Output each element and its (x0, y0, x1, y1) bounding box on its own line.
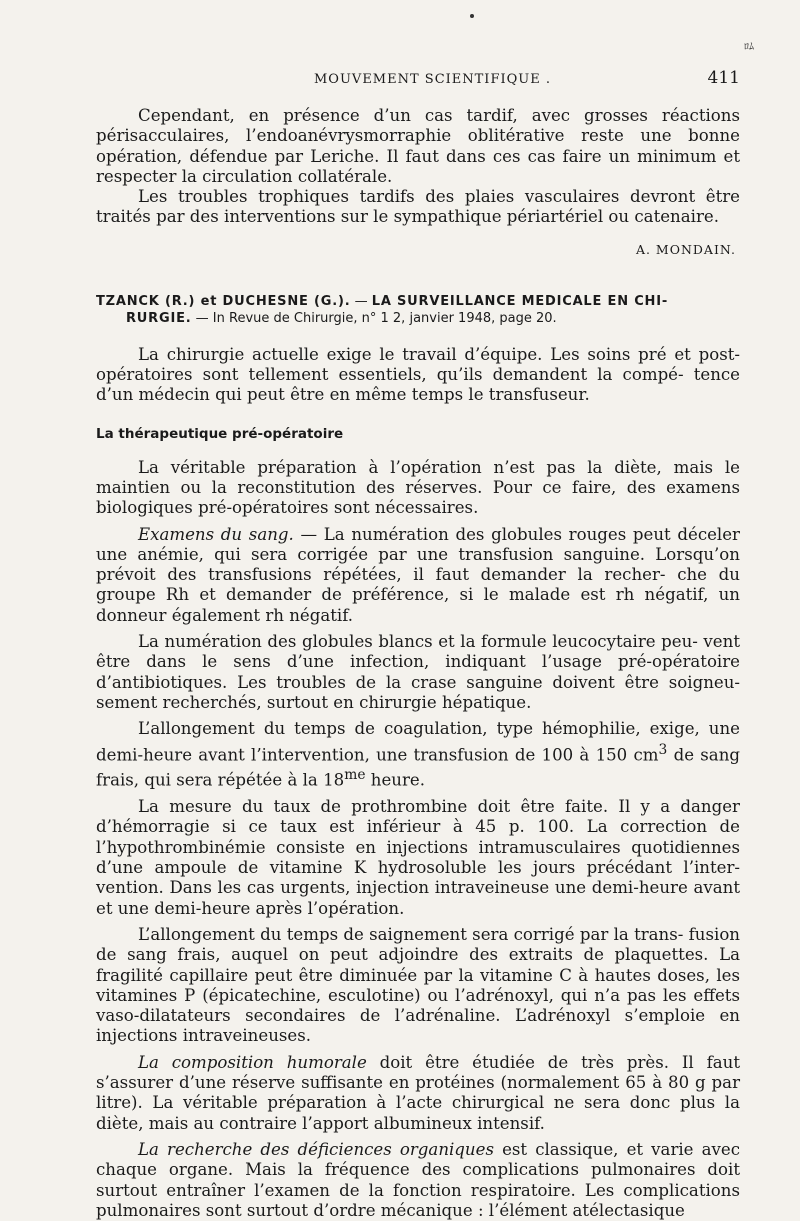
paragraph-text: de sang frais, qui sera répétée à la 18 (96, 745, 740, 790)
body-paragraph-7 (96, 1053, 740, 1134)
section-title: La thérapeutique pré-opératoire (96, 425, 344, 442)
paragraph-text: est classique, et varie avec chaque organe. Mais la fréquence des complications pulmonaires doit surtout entraîner l’examen de la fonction respiratoire. Les complications pulmonaires sont surtout d’ordre mécanique : l’élément atélectasique (96, 1139, 740, 1220)
reference-source: — In Revue de Chirurgie, n° 1 2, janvier 1948, page 20. (195, 310, 557, 326)
paragraph-text: heure. (365, 770, 425, 790)
body-paragraph-1: La véritable préparation à l’opération n’est pas la diète, mais le maintien ou la reconstitution des réserves. Pour ce faire, des examens biologiques pré-opératoires sont nécessaires. (96, 457, 740, 518)
reference-authors: TZANCK (R.) et DUCHESNE (G.). (96, 293, 351, 309)
italic-lead: La composition humorale (138, 1052, 367, 1072)
body-paragraph-4 (96, 719, 740, 791)
intro-paragraph-2: Les troubles trophiques tardifs des plaies vasculaires devront être traités par des interventions sur le sympathique périartériel ou catenaire. (96, 187, 740, 227)
lead-paragraph: La chirurgie actuelle exige le travail d’équipe. Les soins pré et post-opératoires sont tellement essentiels, qu’ils demandent la compé- tence d’un médecin qui peut être en même temps le transfuseur. (96, 344, 740, 405)
paragraph-text: — La numération des globules rouges peut déceler une anémie, qui sera corrigée par une transfusion sanguine. Lorsqu’on prévoit des transfusions répétées, il faut demander la recher- che du groupe Rh et demander de préférence, si le malade est rh négatif, un donneur également rh négatif. (96, 524, 740, 625)
superscript: 3 (658, 741, 668, 758)
paragraph-text: doit être étudiée de très près. Il faut s’assurer d’une réserve suffisante en protéines (normalement 65 à 80 g par litre). La véritable préparation à l’acte chirurgical ne sera donc plus la diète, mais au contraire l’apport albumineux intensif. (96, 1052, 740, 1133)
bibliographic-reference (96, 293, 740, 327)
body-paragraph-2 (96, 525, 740, 626)
page-number: 411 (707, 68, 740, 88)
superscript: me (344, 767, 366, 784)
reference-title-2: RURGIE. (126, 310, 192, 326)
running-header (314, 68, 740, 88)
signature: A. MONDAIN. (635, 241, 736, 257)
italic-lead: Examens du sang. (138, 524, 294, 544)
body-paragraph-8 (96, 1140, 740, 1221)
body-paragraph-6: L’allongement du temps de saignement sera corrigé par la trans- fusion de sang frais, auquel on peut adjoindre des extraits de plaquettes. La fragilité capillaire peut être diminuée par la vitamine C à hautes doses, les vitamines P (épicatechine, esculotine) ou l’adrénoxyl, qui n’a pas les effets vaso-dilatateurs secondaires de l’adrénaline. L’adrénoxyl s’emploie en injections intraveineuses. (96, 924, 740, 1046)
running-title: MOUVEMENT SCIENTIFIQUE . (314, 72, 551, 87)
body-paragraph-3: La numération des globules blancs et la formule leucocytaire peu- vent être dans le sens d’une infection, indiquant l’usage pré-opératoire d’antibiotiques. Les troubles de la crase sanguine doivent être soigneu- sement recherchés, surtout en chirurgie hépatique. (96, 632, 740, 712)
paragraph-text: L’allongement du temps de coagulation, type hémophilie, exige, une demi-heure avant l’intervention, une transfusion de 100 à 150 cm (96, 719, 740, 765)
body-paragraph-5: La mesure du taux de prothrombine doit être faite. Il y a danger d’hémorragie si ce taux est inférieur à 45 p. 100. La correction de l’hypothrombinémie consiste en injections intramusculaires quotidiennes d’une ampoule de vitamine K hydrosoluble les jours précédant l’inter- vention. Dans les cas urgents, injection intraveineuse une demi-heure avant et une demi-heure après l’opération. (96, 797, 740, 918)
reference-title-1: LA SURVEILLANCE MEDICALE EN CHI- (371, 293, 669, 309)
italic-lead: La recherche des déficiences organiques (138, 1139, 494, 1159)
intro-paragraph-1: Cependant, en présence d’un cas tardif, avec grosses réactions périsacculaires, l’endoanévrysmorraphie oblitérative reste une bonne opération, défendue par Leriche. Il faut dans ces cas faire un minimum et respecter la circulation collatérale. (96, 106, 740, 186)
ink-dot (470, 14, 474, 18)
reference-dash: — (354, 293, 368, 309)
page (96, 68, 740, 1221)
corner-mark: ﾛﾑ (744, 42, 754, 53)
